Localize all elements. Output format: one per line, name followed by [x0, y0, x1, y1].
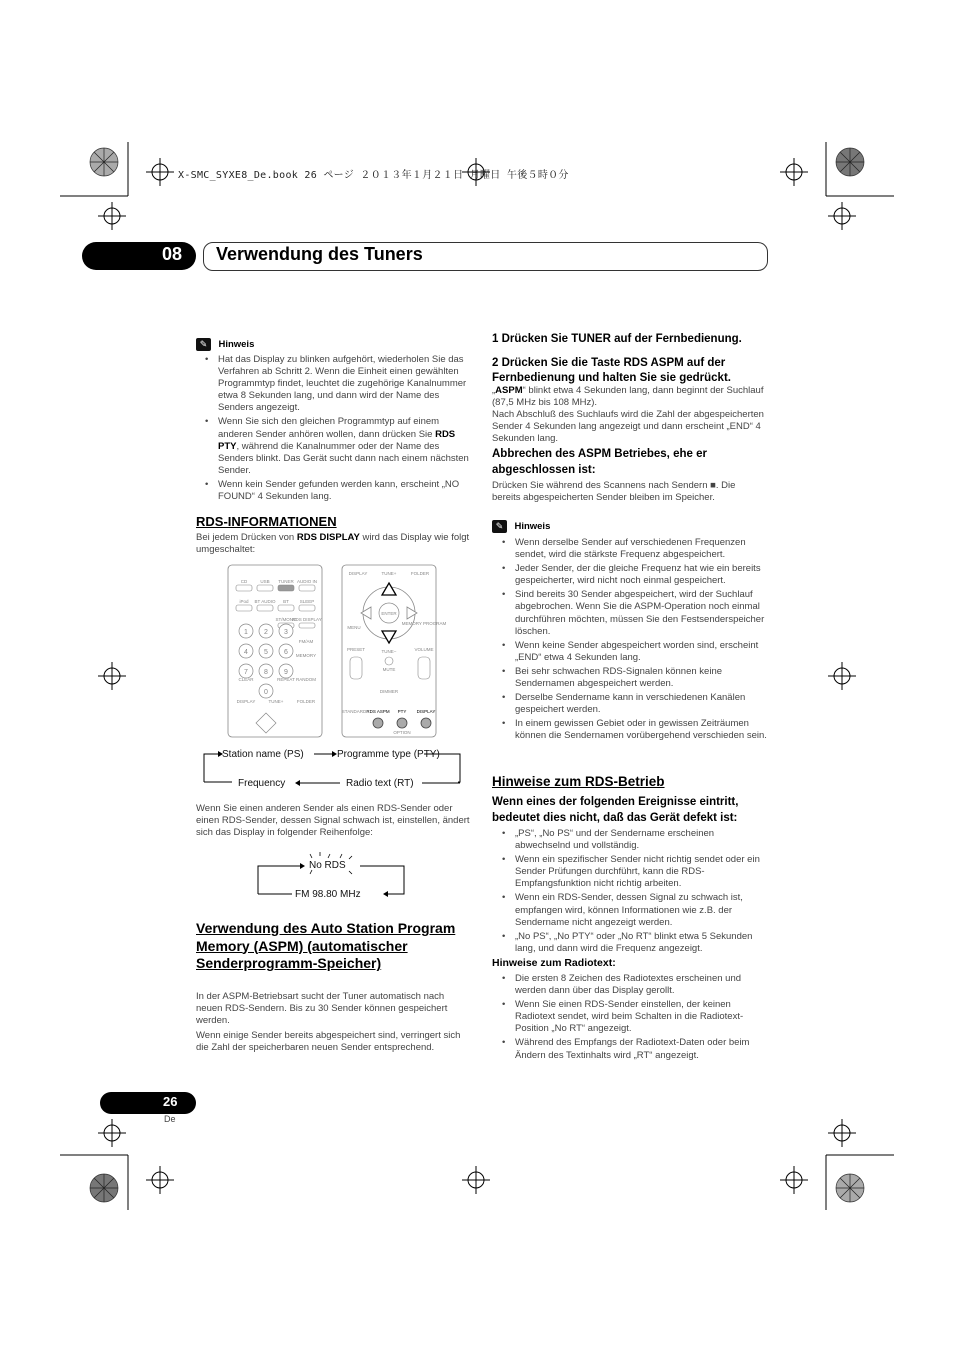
- remote-button-label: TUNER: [278, 579, 294, 584]
- remote-label: VOLUME: [414, 647, 434, 652]
- remote-number-label: 5: [264, 649, 268, 656]
- flow-frequency: Frequency: [238, 778, 286, 789]
- list-item: • Während des Empfangs der Radiotext-Daten oder beim Ändern des Textinhalts wird „RT“ angezeigt.: [515, 1037, 767, 1061]
- remote-rocker: [418, 657, 430, 679]
- list-item: • Hat das Display zu blinken aufgehört, wiederholen Sie das Verfahren ab Schritt 2. Wenn die Einheit einen gewählten Programmtyp findet, leuchtet die zugehörige Kanalnummer etwa 8 Sekunden lang, und dann wird der Name des Senders angezeigt.: [218, 354, 470, 414]
- flow-fm-frequency: FM 98.80 MHz: [295, 889, 361, 900]
- remote-number-label: 9: [284, 669, 288, 676]
- para-other-sender: Wenn Sie einen anderen Sender als einen RDS-Sender oder einen RDS-Sender, dessen Signal schwach ist, einstellen, ändert sich das Display in folgender Reihenfolge:: [196, 803, 470, 839]
- list-item: • „No PS“, „No PTY“ oder „No RT“ blinkt etwa 5 Sekunden lang, und dann wird die Frequenz angezeigt.: [515, 931, 767, 955]
- remote-option-key: [373, 718, 383, 728]
- note-header-left: [196, 336, 254, 354]
- remote-number-label: 1: [244, 629, 248, 636]
- remote-button-label: USB: [260, 579, 270, 584]
- remote-button: [257, 605, 273, 611]
- list-item: • Wenn Sie sich den gleichen Programmtyp auf einem anderen Sender anhören wollen, dann drücken Sie RDS PTY, während die Kanalnummer oder der Name des Senders blinkt. Das Gerät sucht dann nach einem nächsten Sender.: [218, 416, 470, 476]
- remote-enter-label: ENTER: [381, 611, 397, 616]
- list-item: • Wenn ein RDS-Sender, dessen Signal zu schwach ist, empfangen wird, können Informationen wie z.B. der Sendername nicht angezeigt werden.: [515, 892, 767, 928]
- remote-number-label: 7: [244, 669, 248, 676]
- remote-button: [236, 585, 252, 591]
- radiotext-heading: Hinweise zum Radiotext:: [492, 957, 616, 969]
- remote-label: DISPLAY: [236, 699, 256, 704]
- remote-option-key: [397, 718, 407, 728]
- remote-mute-key: [385, 657, 393, 665]
- remote-button: [299, 605, 315, 611]
- note-label: Hinweis: [218, 339, 255, 351]
- list-item: • Wenn ein spezifischer Sender nicht richtig sendet oder ein Sender Prüfungen durchführt, kann die RDS-Empfangsfunktion nicht richtig arbeiten.: [515, 854, 767, 890]
- remote-number-label: 6: [284, 649, 288, 656]
- remote-button: [257, 585, 273, 591]
- remote-button-label: BT: [283, 599, 289, 604]
- remote-label: TUNE+: [268, 699, 284, 704]
- remote-number-label: 4: [244, 649, 248, 656]
- remote-label: DISPLAY: [348, 571, 368, 576]
- rds-heading: RDS-INFORMATIONEN: [196, 514, 337, 529]
- list-item: • In einem gewissen Gebiet oder in gewissen Zeiträumen können die Sendernamen vorübergehend verschieden sein.: [515, 718, 767, 742]
- list-item: • Sind bereits 30 Sender abgespeichert, wird der Suchlauf abgebrochen. Wenn Sie die ASPM-Operation noch einmal durchführen möchten, müssen Sie den Festsenderspeicher löschen.: [515, 589, 767, 637]
- abort-heading: Abbrechen des ASPM Betriebes, ehe er abgeschlossen ist:: [492, 448, 707, 476]
- step-2-para-2: Nach Abschluß des Suchlaufs wird die Zahl der abgespeicherten Sender 4 Sekunden lang angezeigt und dann erscheint „END“ 4 Sekunden lang.: [492, 409, 764, 445]
- remote-label: OPTION: [393, 730, 411, 735]
- remote-button-label: RDS ASPM: [366, 709, 390, 714]
- remote-button-label: BT AUDIO: [254, 599, 276, 604]
- defect-list: [515, 828, 767, 957]
- rds-intro: Bei jedem Drücken von RDS DISPLAY wird das Display wie folgt umgeschaltet:: [196, 532, 470, 556]
- aspm-para-2: Wenn einige Sender bereits abgespeichert sind, verringert sich die Zahl der speicherbaren neuen Sender entsprechend.: [196, 1030, 461, 1054]
- flow-radio-text: Radio text (RT): [346, 778, 414, 789]
- list-item: • „PS“, „No PS“ und der Sendername erscheinen abwechselnd und vollständig.: [515, 828, 767, 852]
- aspm-para-1: In der ASPM-Betriebsart sucht der Tuner automatisch nach neuen RDS-Sendern. Bis zu 30 Sender können gespeichert werden.: [196, 991, 448, 1027]
- remote-number-label: 3: [284, 629, 288, 636]
- remote-label: FOLDER: [410, 571, 430, 576]
- flow-no-rds: No RDS: [309, 860, 346, 871]
- note-pencil-icon: ✎: [196, 338, 211, 351]
- remote-label: RANDOM: [296, 677, 316, 682]
- radiotext-list: [515, 973, 767, 1064]
- list-item: • Die ersten 8 Zeichen des Radiotextes erscheinen und werden dann über das Display gerollt.: [515, 973, 767, 997]
- remote-label: CLEAR: [238, 677, 254, 682]
- remote-button-label: AUDIO IN: [296, 579, 318, 584]
- remote-label: TUNE+: [381, 571, 397, 576]
- page-title: Verwendung des Tuners: [216, 244, 423, 264]
- remote-button: [278, 585, 294, 591]
- flow-station-name: Station name (PS): [222, 749, 304, 760]
- step-2: 2 Drücken Sie die Taste RDS ASPM auf der Fernbedienung und halten Sie sie gedrückt.: [492, 357, 731, 384]
- remote-button: [299, 623, 315, 628]
- remote-label: MUTE: [382, 667, 396, 672]
- step-2-para: „ASPM“ blinkt etwa 4 Sekunden lang, dann beginnt der Suchlauf (87,5 MHz bis 108 MHz).: [492, 385, 764, 409]
- list-item: • Wenn derselbe Sender auf verschiedenen Frequenzen sendet, wird die stärkste Frequenz abgespeichert.: [515, 537, 767, 561]
- list-item: • Jeder Sender, der die gleiche Frequenz hat wie ein bereits gespeicherter, wird nicht noch einmal gespeichert.: [515, 563, 767, 587]
- step-1: 1 Drücken Sie TUNER auf der Fernbedienung.: [492, 333, 742, 345]
- page-number: 26: [163, 1094, 178, 1109]
- remote-button: [278, 605, 294, 611]
- remote-label: DIMMER: [379, 689, 399, 694]
- remote-button-label: PTY: [397, 709, 407, 714]
- abort-para: Drücken Sie während des Scannens nach Sendern ■. Die bereits abgespeicherten Sender bleiben im Speicher.: [492, 480, 736, 504]
- remote-label: PRESET: [346, 647, 366, 652]
- defect-heading: Wenn eines der folgenden Ereignisse eintritt, bedeutet dies nicht, daß das Gerät defekt ist:: [492, 796, 739, 824]
- remote-option-key: [421, 718, 431, 728]
- remote-button-label: SLEEP: [299, 599, 315, 604]
- note-header-right: [492, 518, 550, 536]
- remote-number-label: 8: [264, 669, 268, 676]
- flow-programme-type: Programme type (PTY): [337, 749, 440, 760]
- remote-button-label: ST/MONO: [275, 617, 297, 622]
- remote-button-label: DISPLAY: [416, 709, 436, 714]
- list-item: • Wenn keine Sender abgespeichert worden sind, erscheint „END“ etwa 4 Sekunden lang.: [515, 640, 767, 664]
- note-pencil-icon: ✎: [492, 520, 507, 533]
- list-item: • Derselbe Sendername kann in verschiedenen Kanälen gespeichert werden.: [515, 692, 767, 716]
- list-item: • Wenn Sie einen RDS-Sender einstellen, der keinen Radiotext sendet, wird beim Schalten in die Radiotext-Position „No RT“ angezeigt.: [515, 999, 767, 1035]
- remote-label: FOLDER: [296, 699, 316, 704]
- remote-number-label: 2: [264, 629, 268, 636]
- note-list-left: [218, 354, 470, 505]
- list-item: • Bei sehr schwachen RDS-Signalen können keine Sendernamen abgespeichert werden.: [515, 666, 767, 690]
- remote-label: MEMORY PROGRAM: [401, 621, 447, 626]
- rds-operation-heading: Hinweise zum RDS-Betrieb: [492, 774, 665, 789]
- remote-label: MENU: [347, 625, 361, 630]
- remote-label: REPEAT: [277, 677, 295, 682]
- page-number-badge: [100, 1092, 196, 1114]
- remote-label: MEMORY: [295, 653, 317, 658]
- remote-dpad: [256, 713, 276, 733]
- chapter-number: 08: [162, 244, 183, 264]
- page-language: De: [164, 1114, 176, 1124]
- remote-label: TUNE−: [381, 649, 397, 654]
- remote-rocker: [350, 657, 362, 679]
- aspm-heading: Verwendung des Auto Station Program Memory (ASPM) (automatischer Senderprogramm-Speicher): [196, 920, 456, 971]
- note-label: Hinweis: [514, 521, 551, 533]
- remote-button: [299, 585, 315, 591]
- remote-button-label: CD: [240, 579, 248, 584]
- remote-button: [236, 605, 252, 611]
- remote-button-label: RDS DISPLAY: [292, 617, 322, 622]
- remote-button-label: STANDARD: [341, 709, 367, 714]
- list-item: • Wenn kein Sender gefunden werden kann, erscheint „NO FOUND“ 4 Sekunden lang.: [218, 479, 470, 503]
- note-list-right: [515, 537, 767, 745]
- print-info-line: X-SMC_SYXE8_De.book 26 ページ ２０１３年１月２１日 月曜日 午後５時０分: [178, 170, 569, 181]
- remote-label: FM/AM: [298, 639, 314, 644]
- remote-illustration: [226, 563, 447, 739]
- remote-button-label: iPod: [239, 599, 249, 604]
- remote-number-label: 0: [264, 689, 268, 696]
